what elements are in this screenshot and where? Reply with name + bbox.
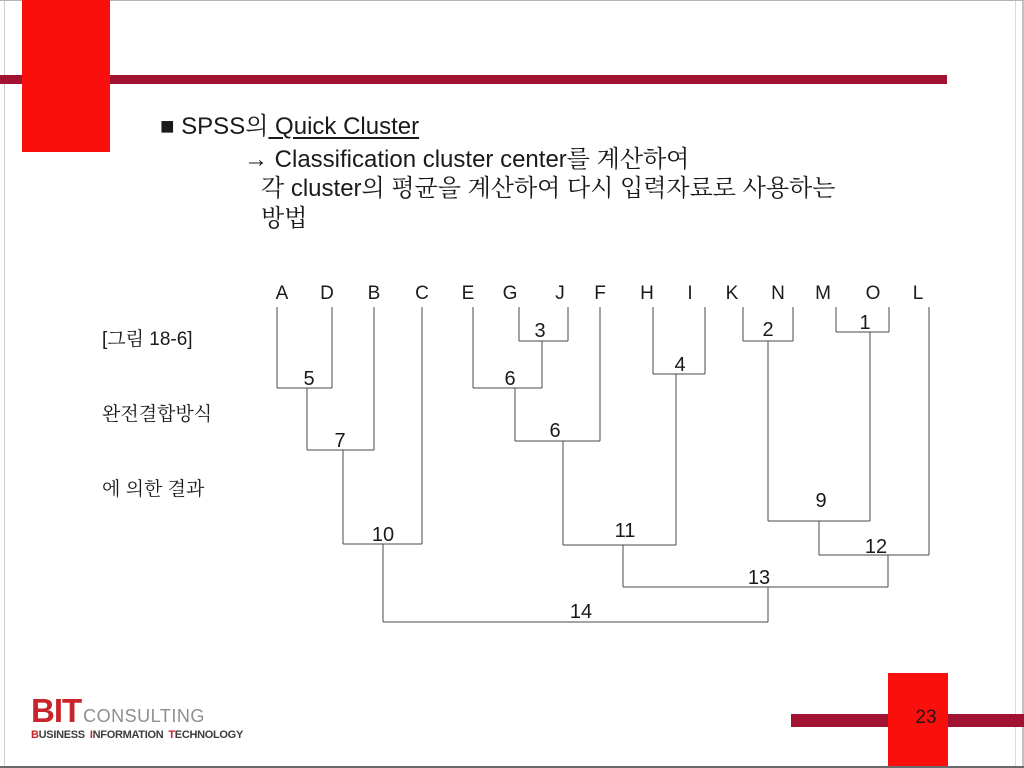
dendrogram-leaf-label-K: K xyxy=(725,283,739,304)
tagline-word: BUSINESS xyxy=(31,729,85,741)
figure-caption-line-2: 완전결합방식 xyxy=(102,404,213,425)
dendrogram-merge-label-1: 1 xyxy=(859,312,871,334)
title-underlined-text: Quick Cluster xyxy=(268,113,420,140)
dendrogram-merge-label-2: 2 xyxy=(762,319,774,341)
dendrogram-leaf-label-D: D xyxy=(320,283,334,304)
dendrogram-leaf-label-E: E xyxy=(461,283,475,304)
dendrogram-merge-label-8: 7 xyxy=(334,430,346,452)
tagline-word: TECHNOLOGY xyxy=(168,729,243,741)
dendrogram-merge-label-11: 11 xyxy=(614,520,636,542)
dendrogram-merge-label-10: 10 xyxy=(371,524,395,546)
dendrogram-leaf-label-H: H xyxy=(640,283,654,304)
dendrogram-leaf-label-B: B xyxy=(367,283,381,304)
figure-caption-line-3: 에 의한 결과 xyxy=(102,479,205,500)
body-line-2: 각 cluster의 평균을 계산하여 다시 입력자료로 사용하는 xyxy=(261,175,836,202)
dendrogram-leaf-label-I: I xyxy=(687,283,693,304)
logo-consulting-text: CONSULTING xyxy=(83,706,205,726)
bit-logo xyxy=(31,694,248,741)
dendrogram-merge-label-14: 14 xyxy=(569,601,593,623)
body-line-3: 방법 xyxy=(261,205,308,232)
dendrogram-merge-label-9: 9 xyxy=(815,490,827,512)
dendrogram-merge-label-4: 4 xyxy=(674,354,686,376)
title-text: SPSS의 xyxy=(174,113,269,140)
title-bullet-icon: ■ xyxy=(160,113,175,140)
dendrogram-merge-label-5: 5 xyxy=(303,368,315,390)
dendrogram-leaf-label-N: N xyxy=(771,283,785,304)
dendrogram-leaf-label-J: J xyxy=(555,283,565,304)
dendrogram-merge-label-12: 12 xyxy=(864,536,888,558)
body-line-1: → Classification cluster center를 계산하여 xyxy=(244,146,690,173)
dendrogram-leaf-label-A: A xyxy=(275,283,289,304)
logo-bit-text: BIT xyxy=(31,692,82,729)
figure-caption-line-1: [그림 18-6] xyxy=(102,329,193,350)
logo-tagline xyxy=(31,730,248,741)
dendrogram-merge-label-3: 3 xyxy=(534,320,546,342)
dendrogram-leaf-label-C: C xyxy=(415,283,429,304)
dendrogram-merge-label-13: 13 xyxy=(747,567,771,589)
dendrogram-merge-label-6: 6 xyxy=(504,368,516,390)
tagline-word: INFORMATION xyxy=(89,729,164,741)
page-number: 23 xyxy=(915,707,937,728)
dendrogram-leaf-label-M: M xyxy=(815,283,831,304)
dendrogram-leaf-label-O: O xyxy=(865,283,881,304)
dendrogram-merge-label-7: 6 xyxy=(549,420,561,442)
dendrogram-leaf-label-L: L xyxy=(912,283,924,304)
dendrogram-leaf-label-F: F xyxy=(594,283,606,304)
dendrogram-leaf-label-G: G xyxy=(502,283,518,304)
